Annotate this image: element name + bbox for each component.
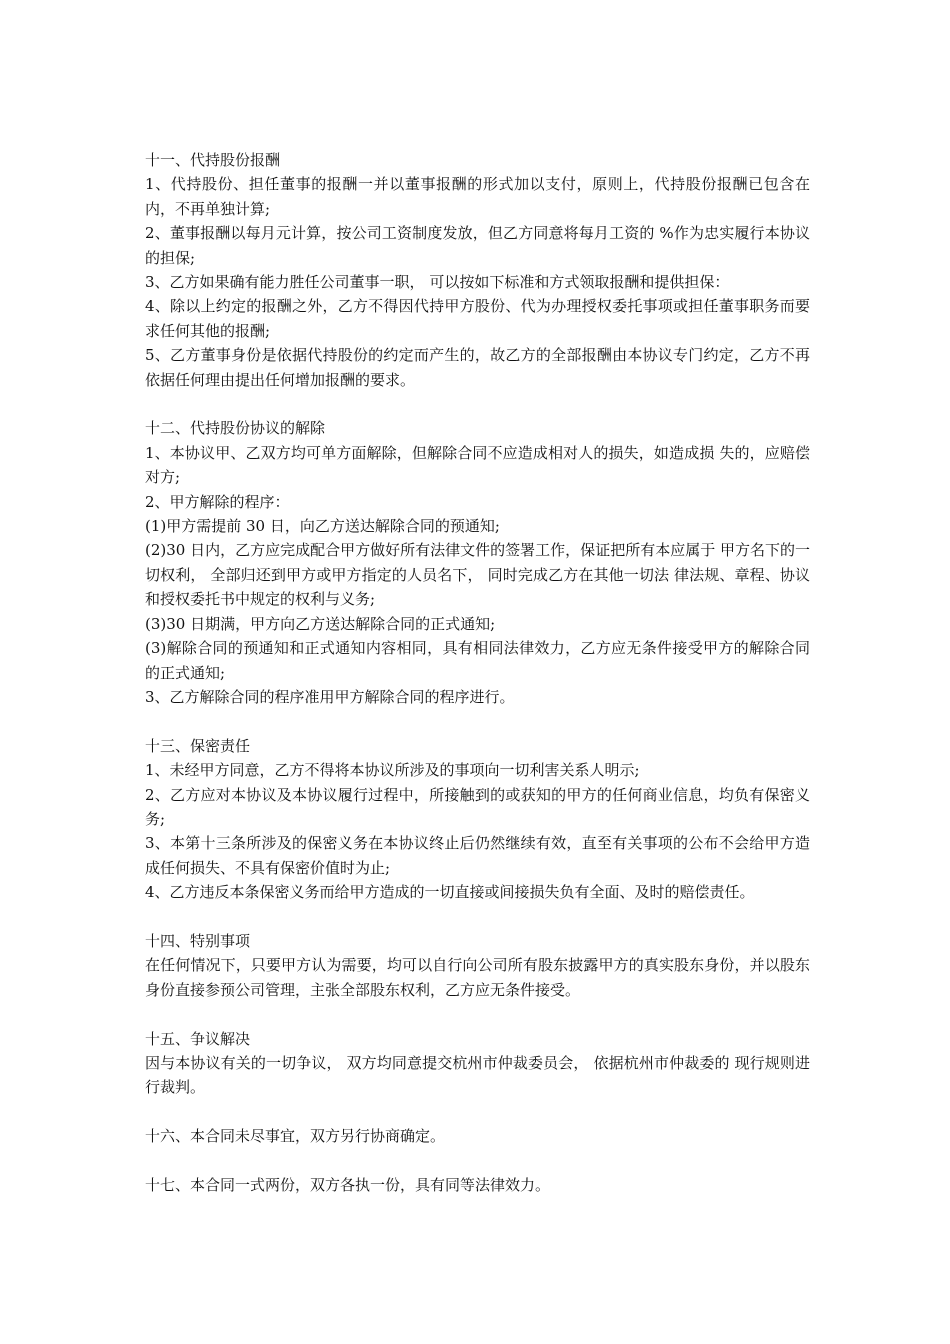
section-15-dispute-resolution — [145, 1027, 810, 1100]
paragraph: 2、甲方解除的程序： — [145, 492, 290, 511]
document-page — [145, 148, 810, 1197]
paragraph: 1、代持股份、担任董事的报酬一并以董事报酬的形式加以支付，原则上，代持股份报酬已包含在内，不再单独计算; — [145, 175, 810, 218]
section-heading: 十二、代持股份协议的解除 — [145, 419, 326, 438]
section-14-special-matters — [145, 929, 810, 1002]
section-12-termination — [145, 416, 810, 709]
section-heading: 十四、特别事项 — [145, 931, 251, 950]
paragraph: (3)30 日期满，甲方向乙方送达解除合同的正式通知; — [145, 614, 496, 633]
section-heading: 十六、本合同未尽事宜，双方另行协商确定。 — [145, 1127, 446, 1146]
paragraph: 3、乙方解除合同的程序准用甲方解除合同的程序进行。 — [145, 687, 515, 706]
paragraph: (1)甲方需提前 30 日，向乙方送达解除合同的预通知; — [145, 517, 500, 536]
paragraph: 5、乙方董事身份是依据代持股份的约定而产生的，故乙方的全部报酬由本协议专门约定，乙方不再依据任何理由提出任何增加报酬的要求。 — [145, 346, 810, 389]
paragraph: 1、未经甲方同意，乙方不得将本协议所涉及的事项向一切利害关系人明示; — [145, 761, 640, 780]
paragraph: 4、除以上约定的报酬之外，乙方不得因代持甲方股份、代为办理授权委托事项或担任董事职务而要求任何其他的报酬; — [145, 297, 810, 340]
paragraph: 3、本第十三条所涉及的保密义务在本协议终止后仍然继续有效，直至有关事项的公布不会给甲方造成任何损失、不具有保密价值时为止; — [145, 834, 810, 877]
section-11-compensation — [145, 148, 810, 392]
section-13-confidentiality — [145, 734, 810, 905]
paragraph: 因与本协议有关的一切争议， 双方均同意提交杭州市仲裁委员会， 依据杭州市仲裁委的 现行规则进行裁判。 — [145, 1053, 810, 1097]
section-17-copies — [145, 1173, 810, 1197]
section-16-other-matters — [145, 1124, 810, 1148]
section-heading: 十五、争议解决 — [145, 1029, 251, 1048]
paragraph: 2、乙方应对本协议及本协议履行过程中，所接触到的或获知的甲方的任何商业信息，均负有保密义务; — [145, 785, 810, 828]
paragraph: 2、董事报酬以每月元计算，按公司工资制度发放，但乙方同意将每月工资的 %作为忠实履行本协议的担保; — [145, 224, 810, 267]
section-heading: 十一、代持股份报酬 — [145, 151, 281, 169]
paragraph: 3、乙方如果确有能力胜任公司董事一职， 可以按如下标准和方式领取报酬和提供担保： — [145, 273, 730, 292]
paragraph: 1、本协议甲、乙双方均可单方面解除，但解除合同不应造成相对人的损失，如造成损 失的，应赔偿对方; — [145, 443, 810, 487]
paragraph: (3)解除合同的预通知和正式通知内容相同，具有相同法律效力，乙方应无条件接受甲方的解除合同的正式通知; — [145, 639, 810, 682]
paragraph: 4、乙方违反本条保密义务而给甲方造成的一切直接或间接损失负有全面、及时的赔偿责任。 — [145, 883, 755, 902]
paragraph: 在任何情况下，只要甲方认为需要，均可以自行向公司所有股东披露甲方的真实股东身份，并以股东身份直接参预公司管理，主张全部股东权利，乙方应无条件接受。 — [145, 956, 810, 999]
paragraph: (2)30 日内，乙方应完成配合甲方做好所有法律文件的签署工作，保证把所有本应属于 甲方名下的一切权利， 全部归还到甲方或甲方指定的人员名下， 同时完成乙方在其他一切法 律法规、章程、协议和授权委托书中规定的权利与义务; — [145, 541, 811, 609]
section-heading: 十三、保密责任 — [145, 736, 251, 755]
section-heading: 十七、本合同一式两份，双方各执一份，具有同等法律效力。 — [145, 1175, 551, 1194]
